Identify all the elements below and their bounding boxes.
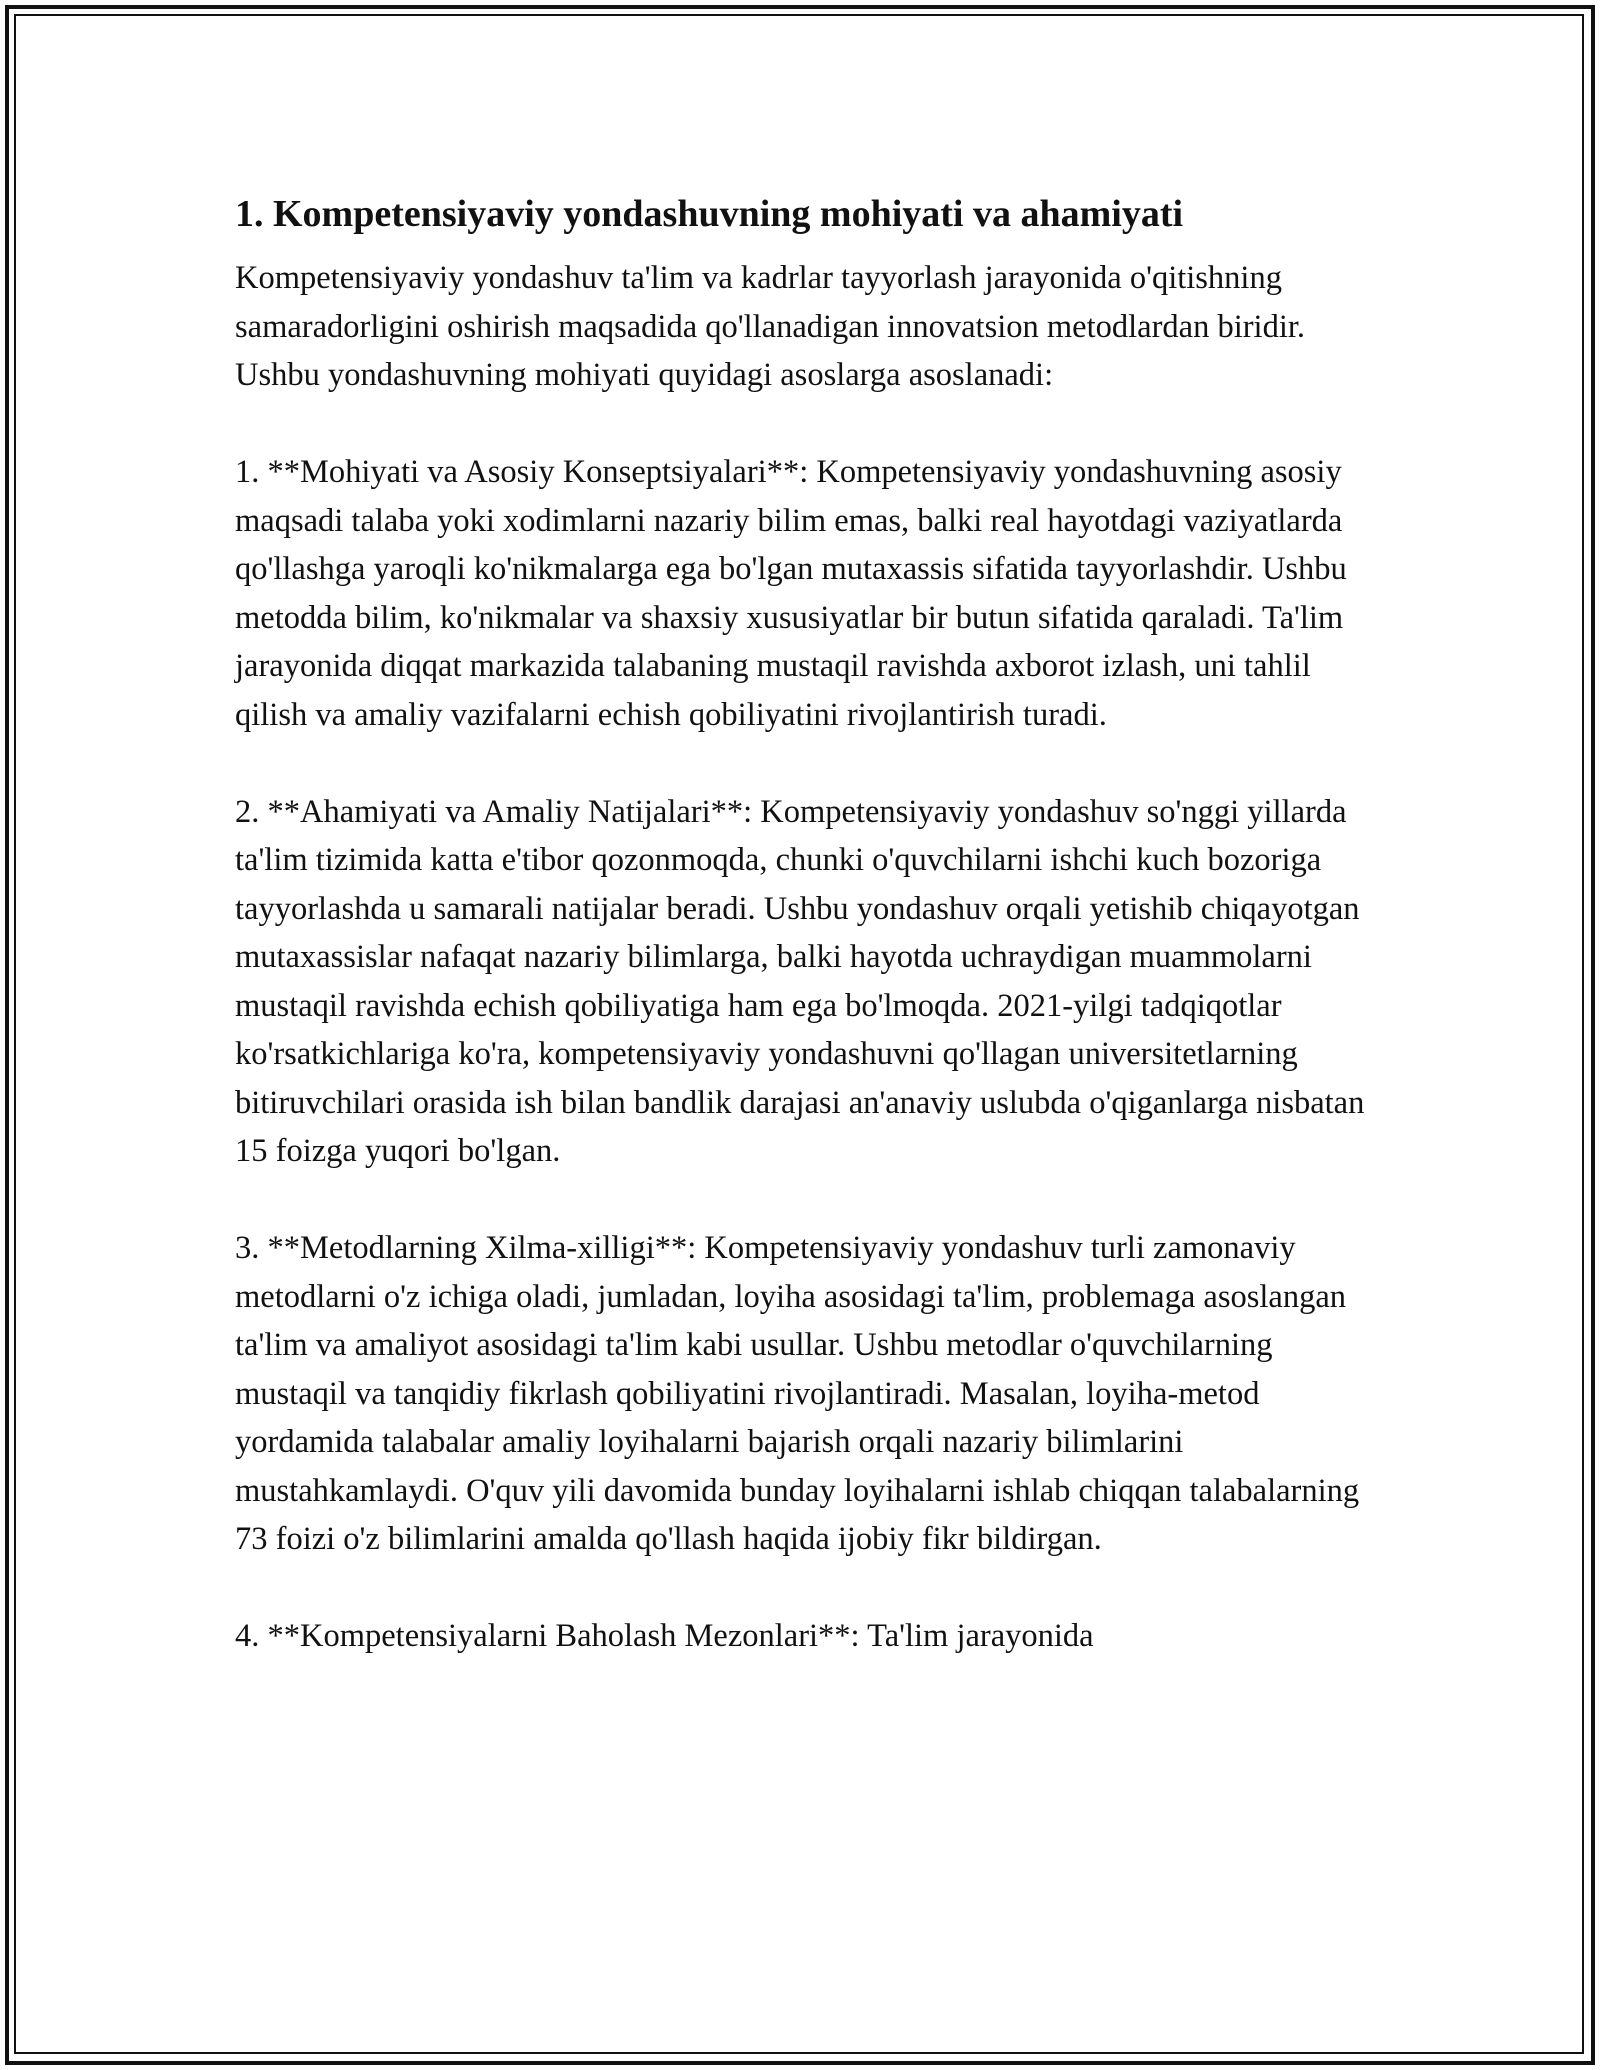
document-title: 1. Kompetensiyaviy yondashuvning mohiyati va ahamiyati <box>235 193 1184 235</box>
paragraph-metodlar: 3. **Metodlarning Xilma-xilligi**: Kompetensiyaviy yondashuv turli zamonaviy metodlarni o'z ichiga oladi, jumladan, loyiha asosidagi ta'lim, problemaga asoslangan ta'lim va amaliyot asosidagi ta'lim kabi usullar. Ushbu metodlar o'quvchilarning mustaqil va tanqidiy fikrlash qobiliyatini rivojlantiradi. Masalan, loyiha-metod yordamida talabalar amaliy loyihalarni bajarish orqali nazariy bilimlarini mustahkamlaydi. O'quv yili davomida bunday loyihalarni ishlab chiqqan talabalarning 73 foizi o'z bilimlarini amalda qo'llash haqida ijobiy fikr bildirgan. <box>235 1230 1360 1557</box>
paragraph-ahamiyati: 2. **Ahamiyati va Amaliy Natijalari**: Kompetensiyaviy yondashuv so'nggi yillarda ta'lim tizimida katta e'tibor qozonmoqda, chunki o'quvchilarni ishchi kuch bozoriga tayyorlashda u samarali natijalar beradi. Ushbu yondashuv orqali yetishib chiqayotgan mutaxassislar nafaqat nazariy bilimlarga, balki hayotda uchraydigan muammolarni mustaqil ravishda echish qobiliyatiga ham ega bo'lmoqda. 2021-yilgi tadqiqotlar ko'rsatkichlariga ko'ra, kompetensiyaviy yondashuvni qo'llagan universitetlarning bitiruvchilari orasida ish bilan bandlik darajasi an'anaviy uslubda o'qiganlarga nisbatan 15 foizga yuqori bo'lgan. <box>235 793 1365 1169</box>
intro-paragraph: Kompetensiyaviy yondashuv ta'lim va kadrlar tayyorlash jarayonida o'qitishning samaradorligini oshirish maqsadida qo'llanadigan innovatsion metodlardan biridir. Ushbu yondashuvning mohiyati quyidagi asoslarga asoslanadi: <box>235 260 1306 393</box>
document-body <box>235 188 1375 1709</box>
paragraph-baholash: 4. **Kompetensiyalarni Baholash Mezonlari**: Ta'lim jarayonida <box>235 1618 1094 1654</box>
paragraph-mohiyati: 1. **Mohiyati va Asosiy Konseptsiyalari**: Kompetensiyaviy yondashuvning asosiy maqsadi talaba yoki xodimlarni nazariy bilim emas, balki real hayotdagi vaziyatlarda qo'llashga yaroqli ko'nikmalarga ega bo'lgan mutaxassis sifatida tayyorlashdir. Ushbu metodda bilim, ko'nikmalar va shaxsiy xususiyatlar bir butun sifatida qaraladi. Ta'lim jarayonida diqqat markazida talabaning mustaqil ravishda axborot izlash, uni tahlil qilish va amaliy vazifalarni echish qobiliyatini rivojlantirish turadi. <box>235 454 1347 733</box>
